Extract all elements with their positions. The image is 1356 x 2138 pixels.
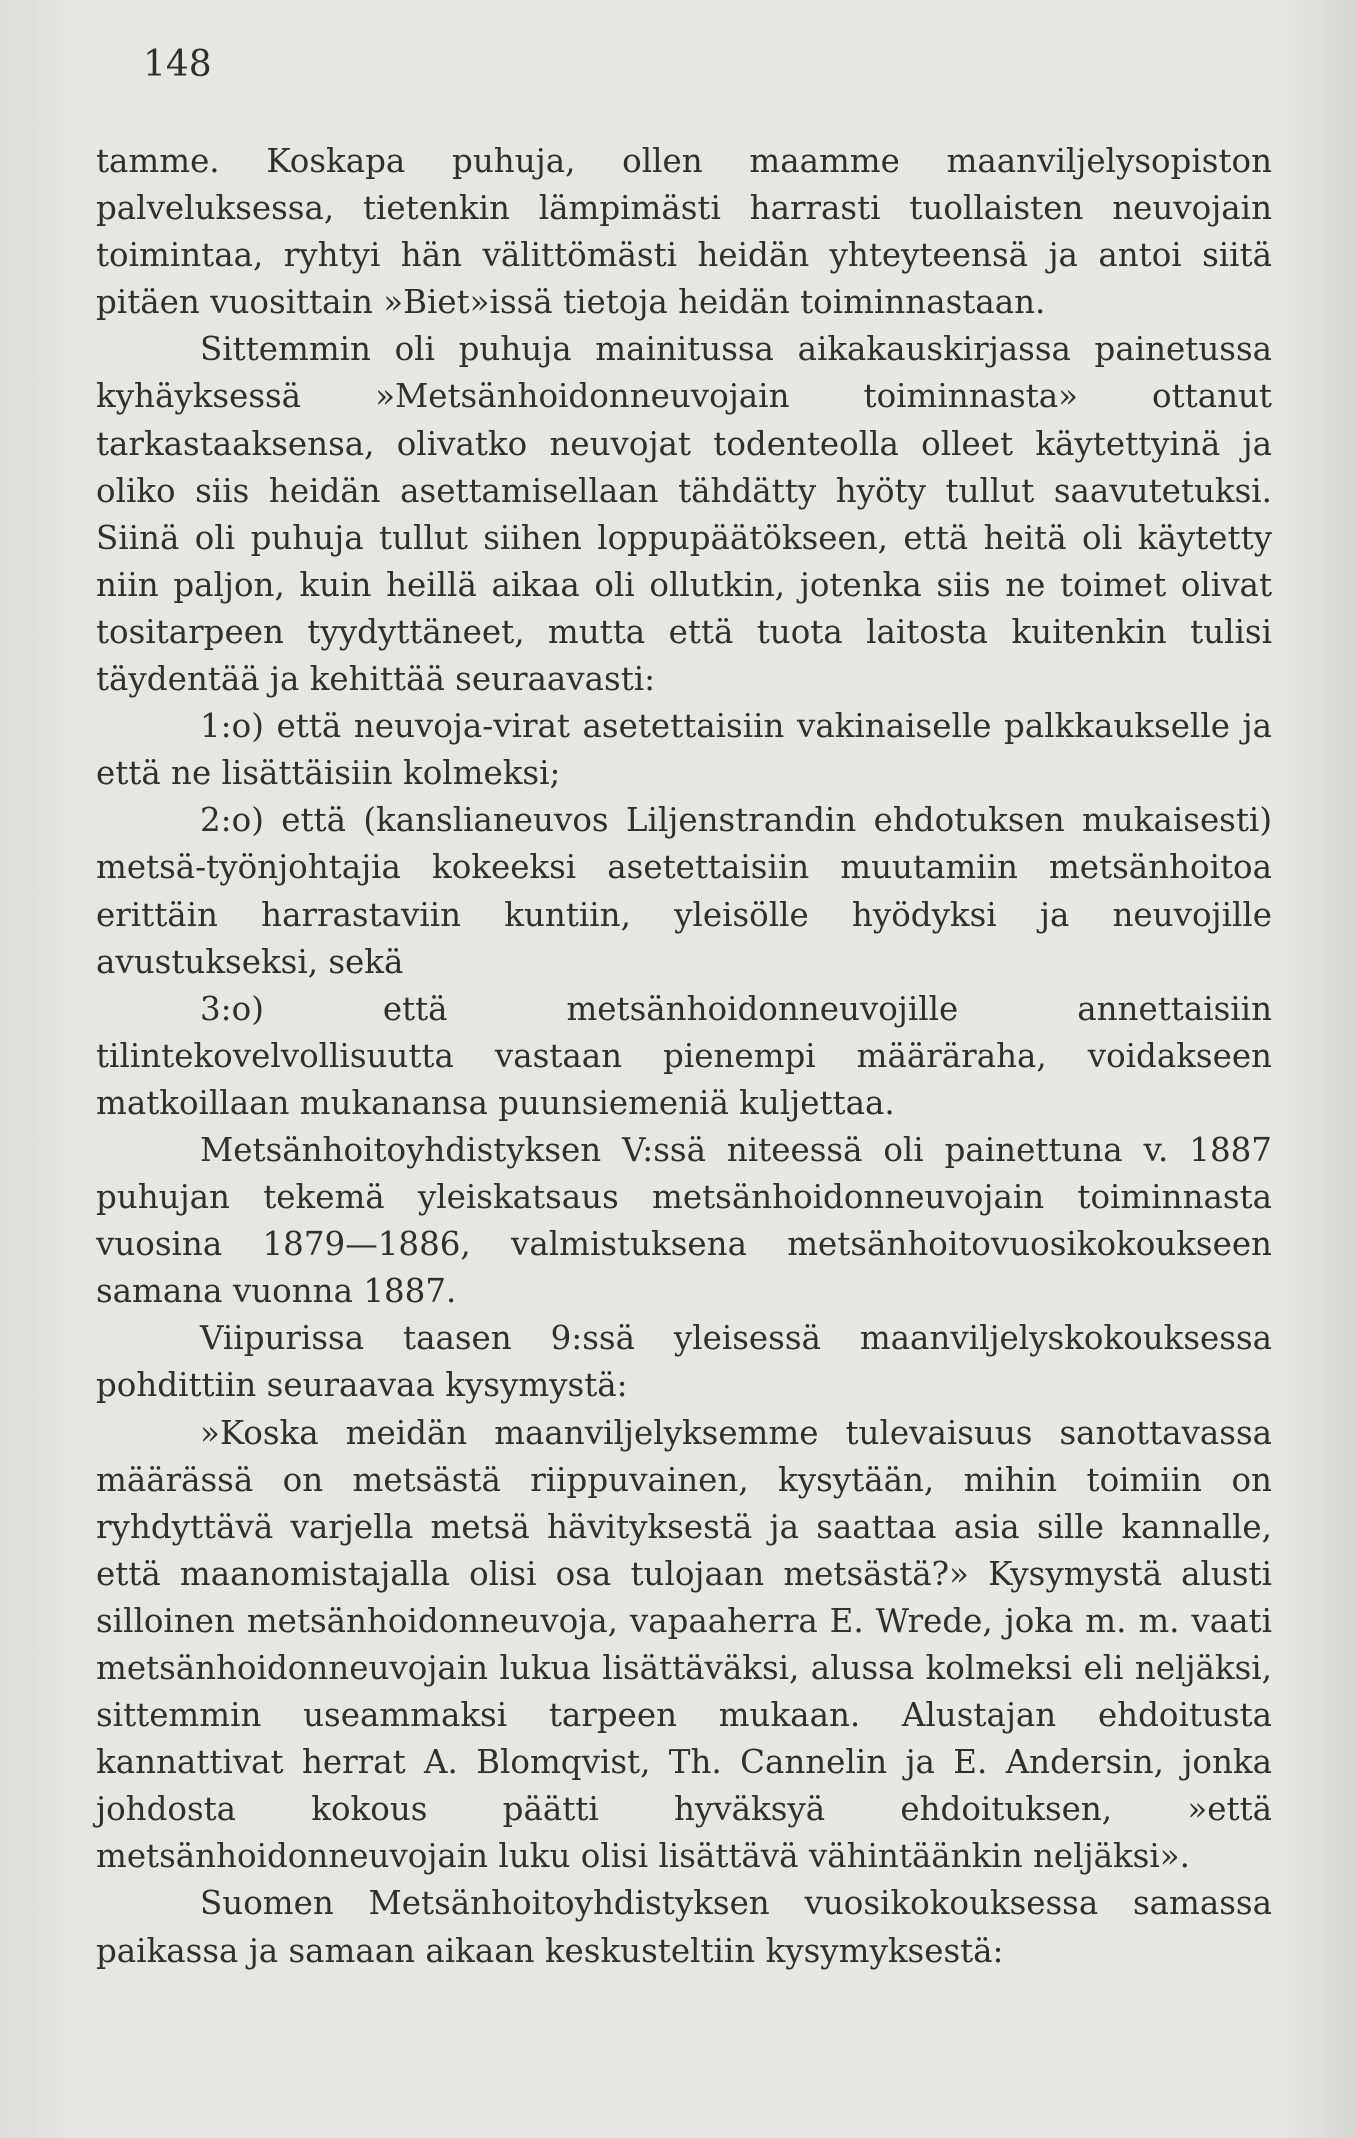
list-item-3: 3:o) että metsänhoidonneuvojille annettaisiin tilintekovelvollisuutta vastaan pienempi määräraha, voidakseen matkoillaan mukanansa puunsiemeniä kuljettaa. bbox=[96, 989, 1272, 1122]
body-text bbox=[96, 138, 1272, 1975]
paragraph-4: Viipurissa taasen 9:ssä yleisessä maanviljelyskokouksessa pohdittiin seuraavaa kysymystä: bbox=[96, 1319, 1272, 1405]
paragraph-1: tamme. Koskapa puhuja, ollen maamme maanviljelysopiston palveluksessa, tietenkin lämpimästi harrasti tuollaisten neuvojain toimintaa, ryhtyi hän välittömästi heidän yhteyteensä ja antoi siitä pitäen vuosittain »Biet»issä tietoja heidän toiminnastaan. bbox=[96, 142, 1272, 322]
paragraph-6: Suomen Metsänhoitoyhdistyksen vuosikokouksessa samassa paikassa ja samaan aikaan keskusteltiin kysymyksestä: bbox=[96, 1884, 1272, 1970]
page-number: 148 bbox=[143, 44, 212, 85]
paragraph-5: »Koska meidän maanviljelyksemme tulevaisuus sanottavassa määrässä on metsästä riippuvainen, kysytään, mihin toimiin on ryhdyttävä varjella metsä hävityksestä ja saattaa asia sille kannalle, että maanomistajalla olisi osa tulojaan metsästä?» Kysymystä alusti silloinen metsänhoidonneuvoja, vapaaherra E. Wrede, joka m. m. vaati metsänhoidonneuvojain lukua lisättäväksi, alussa kolmeksi eli neljäksi, sittemmin useammaksi tarpeen mukaan. Alustajan ehdoitusta kannattivat herrat A. Blomqvist, Th. Cannelin ja E. Andersin, jonka johdosta kokous päätti hyväksyä ehdoituksen, »että metsänhoidonneuvojain luku olisi lisättävä vähintäänkin neljäksi». bbox=[96, 1413, 1272, 1876]
list-item-2: 2:o) että (kanslianeuvos Liljenstrandin ehdotuksen mukaisesti) metsä-työnjohtajia kokeeksi asetettaisiin muutamiin metsänhoitoa erittäin harrastaviin kuntiin, yleisölle hyödyksi ja neuvojille avustukseksi, sekä bbox=[96, 801, 1272, 981]
paragraph-2: Sittemmin oli puhuja mainitussa aikakauskirjassa painetussa kyhäyksessä »Metsänhoidonneuvojain toiminnasta» ottanut tarkastaaksensa, olivatko neuvojat todenteolla olleet käytettyinä ja oliko siis heidän asettamisellaan tähdätty hyöty tullut saavutetuksi. Siinä oli puhuja tullut siihen loppupäätökseen, että heitä oli käytetty niin paljon, kuin heillä aikaa oli ollutkin, jotenka siis ne toimet olivat tositarpeen tyydyttäneet, mutta että tuota laitosta kuitenkin tulisi täydentää ja kehittää seuraavasti: bbox=[96, 330, 1272, 699]
paragraph-3: Metsänhoitoyhdistyksen V:ssä niteessä oli painettuna v. 1887 puhujan tekemä yleiskatsaus metsänhoidonneuvojain toiminnasta vuosina 1879—1886, valmistuksena metsänhoitovuosikokoukseen samana vuonna 1887. bbox=[96, 1130, 1272, 1311]
list-item-1: 1:o) että neuvoja-virat asetettaisiin vakinaiselle palkkaukselle ja että ne lisättäisiin kolmeksi; bbox=[96, 707, 1272, 793]
